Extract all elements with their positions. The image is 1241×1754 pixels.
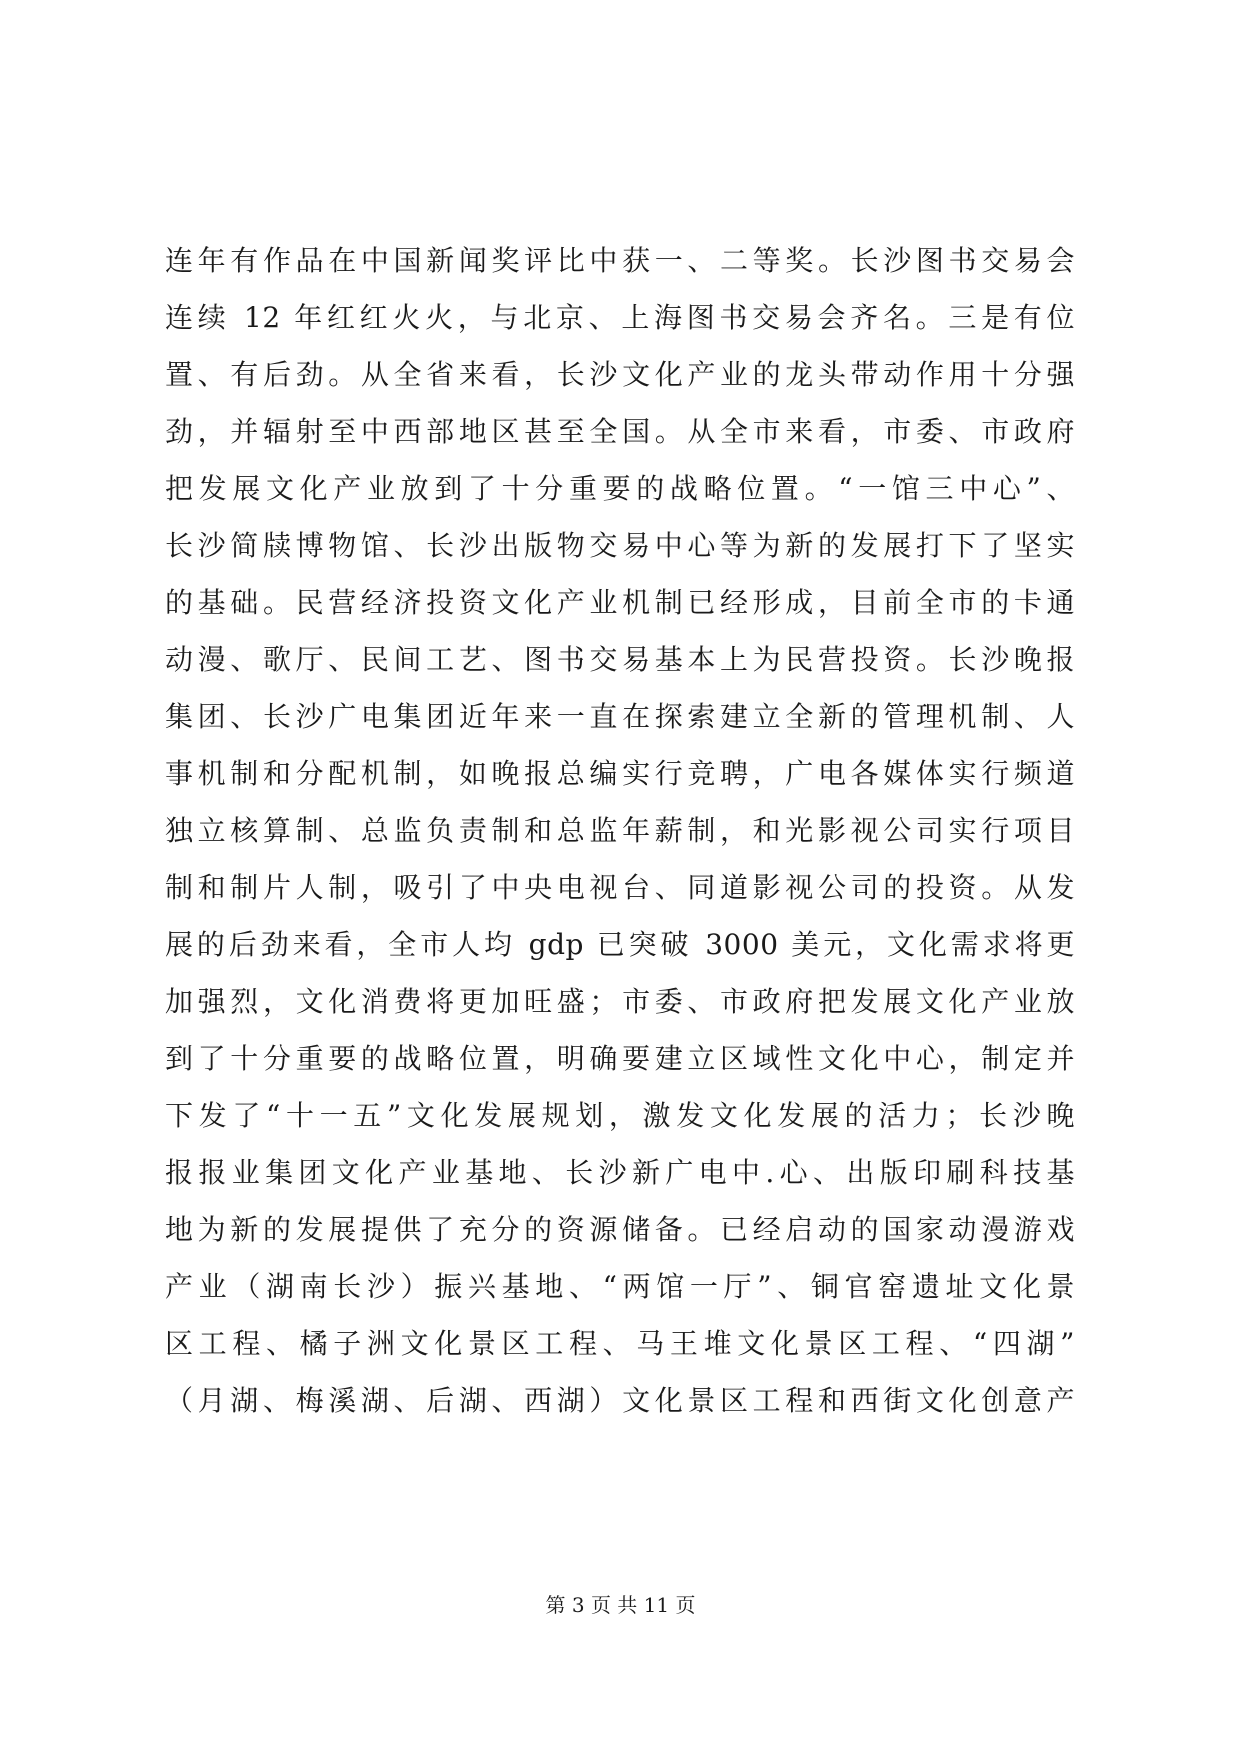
text-line: 制和制片人制，吸引了中央电视台、同道影视公司的投资。从发 bbox=[165, 871, 1075, 904]
text-line: 加强烈，文化消费将更加旺盛；市委、市政府把发展文化产业放 bbox=[165, 985, 1075, 1018]
text-line: 区工程、橘子洲文化景区工程、马王堆文化景区工程、“四湖” bbox=[165, 1327, 1075, 1360]
text-line: 独立核算制、总监负责制和总监年薪制，和光影视公司实行项目 bbox=[165, 814, 1075, 847]
text-line: （月湖、梅溪湖、后湖、西湖）文化景区工程和西街文化创意产 bbox=[165, 1384, 1075, 1417]
text-line: 的基础。民营经济投资文化产业机制已经形成，目前全市的卡通 bbox=[165, 586, 1075, 619]
text-line: 展的后劲来看，全市人均 gdp 已突破 3000 美元，文化需求将更 bbox=[165, 928, 1075, 961]
text-line: 置、有后劲。从全省来看，长沙文化产业的龙头带动作用十分强 bbox=[165, 358, 1075, 391]
text-line: 地为新的发展提供了充分的资源储备。已经启动的国家动漫游戏 bbox=[165, 1213, 1075, 1246]
text-line: 产业（湖南长沙）振兴基地、“两馆一厅”、铜官窑遗址文化景 bbox=[165, 1270, 1075, 1303]
text-line: 报报业集团文化产业基地、长沙新广电中.心、出版印刷科技基 bbox=[165, 1156, 1075, 1189]
text-line: 下发了“十一五”文化发展规划，激发文化发展的活力；长沙晚 bbox=[165, 1099, 1075, 1132]
page-footer: 第 3 页 共 11 页 bbox=[545, 1593, 696, 1617]
text-line: 把发展文化产业放到了十分重要的战略位置。“一馆三中心”、 bbox=[165, 472, 1075, 505]
text-line: 事机制和分配机制，如晚报总编实行竞聘，广电各媒体实行频道 bbox=[165, 757, 1075, 790]
text-line: 到了十分重要的战略位置，明确要建立区域性文化中心，制定并 bbox=[165, 1042, 1075, 1075]
text-line: 连续 12 年红红火火，与北京、上海图书交易会齐名。三是有位 bbox=[165, 301, 1075, 334]
text-line: 长沙简牍博物馆、长沙出版物交易中心等为新的发展打下了坚实 bbox=[165, 529, 1075, 562]
text-line: 劲，并辐射至中西部地区甚至全国。从全市来看，市委、市政府 bbox=[165, 415, 1075, 448]
body-text bbox=[165, 232, 1075, 1429]
text-line: 集团、长沙广电集团近年来一直在探索建立全新的管理机制、人 bbox=[165, 700, 1075, 733]
text-line: 连年有作品在中国新闻奖评比中获一、二等奖。长沙图书交易会 bbox=[165, 244, 1075, 277]
text-line: 动漫、歌厅、民间工艺、图书交易基本上为民营投资。长沙晚报 bbox=[165, 643, 1075, 676]
